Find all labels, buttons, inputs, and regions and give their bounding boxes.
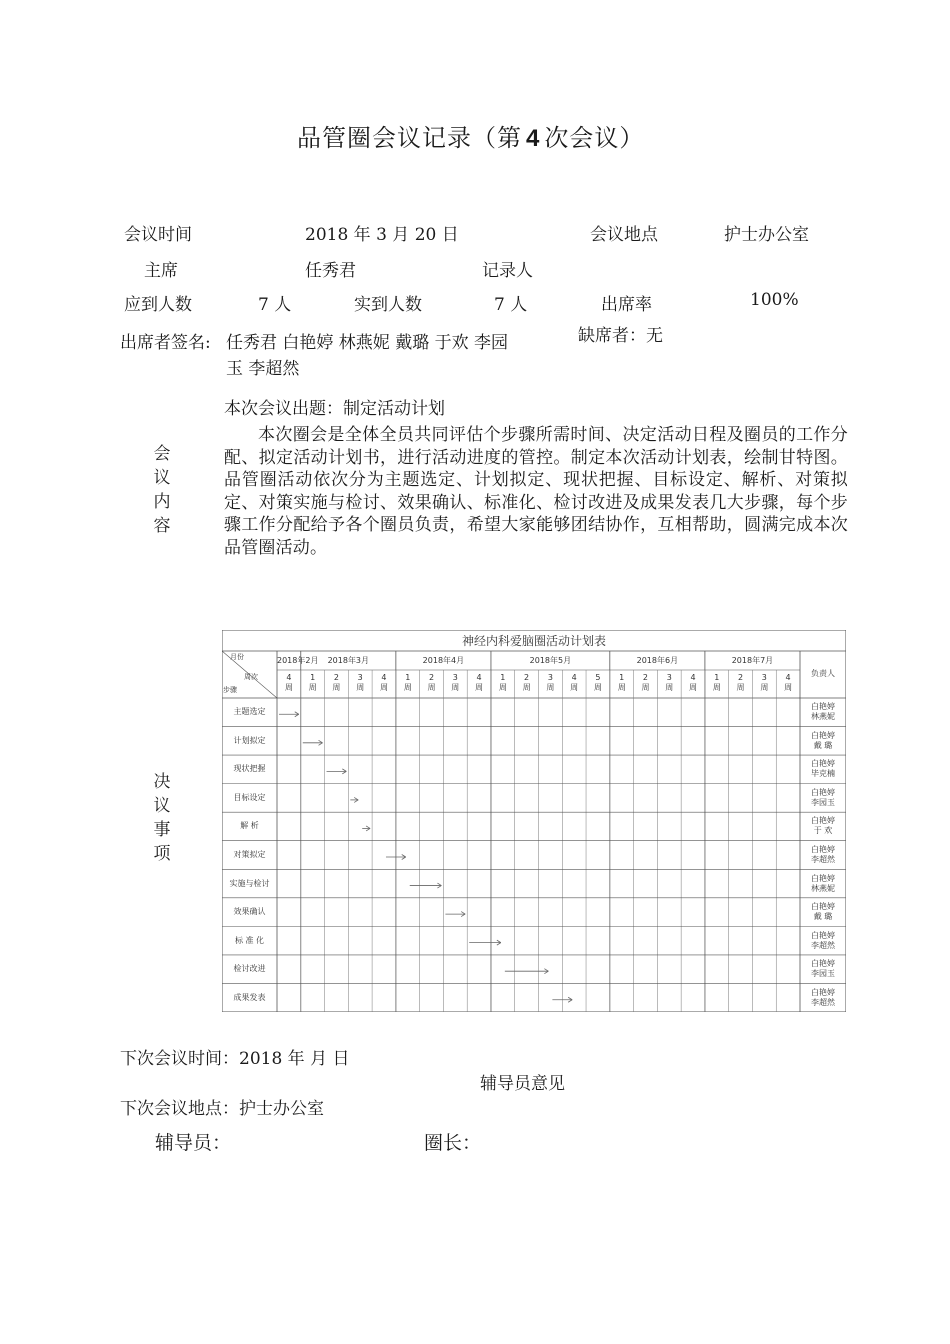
gantt-owner-name: 白艳婷 bbox=[811, 902, 835, 912]
gantt-step-label: 效果确认 bbox=[233, 907, 266, 917]
gantt-owner-name: 戴 璐 bbox=[813, 740, 833, 750]
gantt-month-label: 2018年5月 bbox=[529, 656, 572, 665]
gantt-week-number: 4 bbox=[571, 673, 577, 682]
gantt-week-number: 3 bbox=[357, 673, 363, 682]
gantt-step-label: 现状把握 bbox=[233, 764, 266, 774]
signers-label: 出席者签名: bbox=[120, 333, 211, 353]
gantt-week-suffix: 周 bbox=[284, 683, 293, 692]
gantt-week-number: 1 bbox=[714, 673, 720, 682]
gantt-chart bbox=[222, 630, 846, 1012]
gantt-month-label: 2018年4月 bbox=[422, 656, 465, 665]
next-meeting-place: 下次会议地点：护士办公室 bbox=[120, 1099, 324, 1119]
gantt-owner-name: 白艳婷 bbox=[811, 730, 835, 740]
gantt-owner-name: 白艳婷 bbox=[811, 987, 835, 997]
gantt-owner-name: 白艳婷 bbox=[811, 702, 835, 712]
gantt-owner-name: 戴 璐 bbox=[813, 912, 833, 922]
gantt-week-suffix: 周 bbox=[760, 683, 769, 692]
gantt-owner-name: 白艳婷 bbox=[811, 930, 835, 940]
decision-side-label bbox=[152, 770, 172, 866]
gantt-week-suffix: 周 bbox=[427, 683, 436, 692]
actual-count-label: 实到人数 bbox=[354, 295, 422, 315]
gantt-week-number: 5 bbox=[595, 673, 601, 682]
gantt-week-suffix: 周 bbox=[546, 683, 555, 692]
gantt-week-suffix: 周 bbox=[332, 683, 341, 692]
gantt-corner-step: 步骤 bbox=[223, 686, 237, 694]
gantt-week-number: 1 bbox=[310, 673, 316, 682]
gantt-week-suffix: 周 bbox=[379, 683, 388, 692]
absent-label: 缺席者：无 bbox=[578, 326, 663, 346]
gantt-week-number: 4 bbox=[476, 673, 482, 682]
gantt-week-number: 1 bbox=[619, 673, 625, 682]
signers-line-1: 任秀君 白艳婷 林燕妮 戴璐 于欢 李园 bbox=[226, 333, 509, 353]
decision-side-char: 决 bbox=[153, 772, 171, 792]
meeting-time-value: 2018 年 3 月 20 日 bbox=[305, 225, 459, 245]
gantt-week-number: 2 bbox=[524, 673, 530, 682]
gantt-week-suffix: 周 bbox=[712, 683, 721, 692]
gantt-week-number: 2 bbox=[642, 673, 648, 682]
gantt-week-number: 3 bbox=[452, 673, 458, 682]
gantt-owner-name: 白艳婷 bbox=[811, 845, 835, 854]
gantt-step-label: 主题选定 bbox=[233, 707, 266, 717]
content-side-char: 容 bbox=[153, 516, 171, 536]
gantt-month-label: 2018年3月 bbox=[327, 656, 370, 665]
host-value: 任秀君 bbox=[305, 261, 356, 281]
gantt-owner-name: 李超然 bbox=[811, 855, 835, 864]
gantt-week-suffix: 周 bbox=[617, 683, 626, 692]
gantt-week-number: 3 bbox=[547, 673, 553, 682]
gantt-step-label: 计划拟定 bbox=[233, 735, 266, 745]
gantt-week-suffix: 周 bbox=[784, 683, 793, 692]
gantt-week-number: 2 bbox=[333, 673, 339, 682]
gantt-week-suffix: 周 bbox=[689, 683, 697, 692]
gantt-step-label: 标 准 化 bbox=[234, 935, 265, 945]
actual-count-value: 7 人 bbox=[494, 295, 528, 315]
gantt-title: 神经内科爱脑圈活动计划表 bbox=[461, 634, 606, 648]
signers-line-2: 玉 李超然 bbox=[226, 359, 300, 379]
gantt-owner-name: 白艳婷 bbox=[811, 873, 835, 883]
meeting-number: 4 bbox=[526, 125, 541, 152]
decision-side-char: 项 bbox=[153, 844, 171, 864]
gantt-week-suffix: 周 bbox=[736, 683, 745, 692]
meeting-content-paragraph: 本次圈会是全体全员共同评估个步骤所需时间、决定活动日程及圈员的工作分配、拟定活动计划书，进行活动进度的管控。制定本次活动计划表，绘制甘特图。品管圈活动依次分为主题选定、计划拟定、现状把握、目标设定、解析、对策拟定、对策实施与检讨、效果确认、标准化、检讨改进及成果发表几大步骤，每个步骤工作分配给予各个圈员负责，希望大家能够团结协作，互相帮助，圆满完成本次品管圈活动。 bbox=[224, 425, 848, 558]
gantt-step-label: 成果发表 bbox=[233, 992, 266, 1002]
gantt-month-label: 2018年6月 bbox=[636, 656, 679, 665]
gantt-step-label: 目标设定 bbox=[233, 792, 266, 802]
content-side-label bbox=[152, 442, 172, 538]
gantt-owner-name: 林燕妮 bbox=[811, 883, 835, 893]
content-side-char: 议 bbox=[153, 468, 171, 488]
gantt-step-label: 实施与检讨 bbox=[229, 878, 270, 888]
gantt-week-number: 2 bbox=[738, 673, 744, 682]
gantt-week-number: 4 bbox=[381, 673, 387, 682]
gantt-owner-name: 李园玉 bbox=[811, 797, 835, 807]
expected-count-label: 应到人数 bbox=[124, 295, 192, 315]
meeting-place-value: 护士办公室 bbox=[724, 225, 809, 245]
gantt-owner-name: 李超然 bbox=[811, 940, 835, 950]
gantt-week-number: 3 bbox=[761, 673, 767, 682]
gantt-owner-name: 林燕妮 bbox=[811, 712, 835, 722]
gantt-month-label: 2018年2月 bbox=[277, 656, 319, 665]
gantt-week-number: 2 bbox=[428, 673, 435, 682]
next-meeting-time: 下次会议时间：2018 年 月 日 bbox=[120, 1049, 350, 1069]
gantt-week-number: 1 bbox=[405, 673, 411, 682]
gantt-owner-name: 白艳婷 bbox=[811, 759, 835, 769]
meeting-topic: 本次会议出题：制定活动计划 bbox=[224, 399, 445, 419]
gantt-step-label: 解 析 bbox=[240, 821, 259, 831]
gantt-step-label: 对策拟定 bbox=[233, 850, 266, 859]
title-prefix: 品管圈会议记录（第 bbox=[297, 124, 522, 152]
gantt-week-number: 1 bbox=[500, 673, 506, 682]
gantt-week-suffix: 周 bbox=[475, 683, 484, 692]
expected-count-value: 7 人 bbox=[258, 295, 292, 315]
meeting-place-label: 会议地点 bbox=[590, 225, 658, 245]
page-title bbox=[297, 118, 644, 153]
gantt-corner-month: 月份 bbox=[230, 653, 244, 661]
gantt-week-number: 4 bbox=[690, 673, 696, 682]
gantt-week-number: 4 bbox=[286, 673, 292, 682]
gantt-week-suffix: 周 bbox=[593, 683, 602, 692]
gantt-week-number: 4 bbox=[785, 673, 791, 682]
recorder-label: 记录人 bbox=[482, 261, 533, 281]
gantt-week-suffix: 周 bbox=[570, 683, 579, 692]
gantt-week-number: 3 bbox=[666, 673, 672, 682]
gantt-week-suffix: 周 bbox=[356, 683, 365, 692]
host-label: 主席 bbox=[144, 261, 178, 281]
gantt-owner-name: 毕克楠 bbox=[811, 769, 835, 779]
content-side-char: 内 bbox=[153, 492, 171, 512]
content-side-char: 会 bbox=[153, 444, 171, 464]
gantt-owner-name: 于 欢 bbox=[813, 826, 833, 836]
gantt-owner-header: 负责人 bbox=[811, 669, 835, 678]
gantt-week-suffix: 周 bbox=[498, 683, 507, 692]
decision-side-char: 议 bbox=[153, 796, 171, 816]
gantt-owner-name: 白艳婷 bbox=[811, 787, 835, 797]
gantt-step-label: 检讨改进 bbox=[233, 964, 266, 974]
gantt-month-label: 2018年7月 bbox=[731, 656, 774, 665]
gantt-week-suffix: 周 bbox=[451, 683, 460, 692]
attendance-rate-value: 100% bbox=[750, 290, 799, 310]
gantt-week-suffix: 周 bbox=[641, 683, 650, 692]
gantt-owner-name: 白艳婷 bbox=[811, 816, 835, 826]
decision-side-char: 事 bbox=[153, 820, 171, 840]
title-suffix: 次会议） bbox=[544, 124, 645, 152]
gantt-owner-name: 李园玉 bbox=[811, 969, 835, 979]
gantt-week-suffix: 周 bbox=[522, 683, 531, 692]
advisor-signature-label: 辅导员： bbox=[155, 1132, 232, 1154]
gantt-week-suffix: 周 bbox=[403, 683, 412, 692]
gantt-owner-name: 李超然 bbox=[811, 997, 835, 1007]
advisor-opinion-label: 辅导员意见 bbox=[480, 1074, 565, 1094]
gantt-owner-name: 白艳婷 bbox=[811, 959, 835, 969]
gantt-week-suffix: 周 bbox=[308, 683, 317, 692]
gantt-week-suffix: 周 bbox=[665, 683, 674, 692]
meeting-time-label: 会议时间 bbox=[124, 225, 192, 245]
leader-signature-label: 圈长： bbox=[424, 1132, 482, 1154]
attendance-rate-label: 出席率 bbox=[601, 295, 652, 315]
gantt-corner-week: 周次 bbox=[244, 673, 258, 681]
